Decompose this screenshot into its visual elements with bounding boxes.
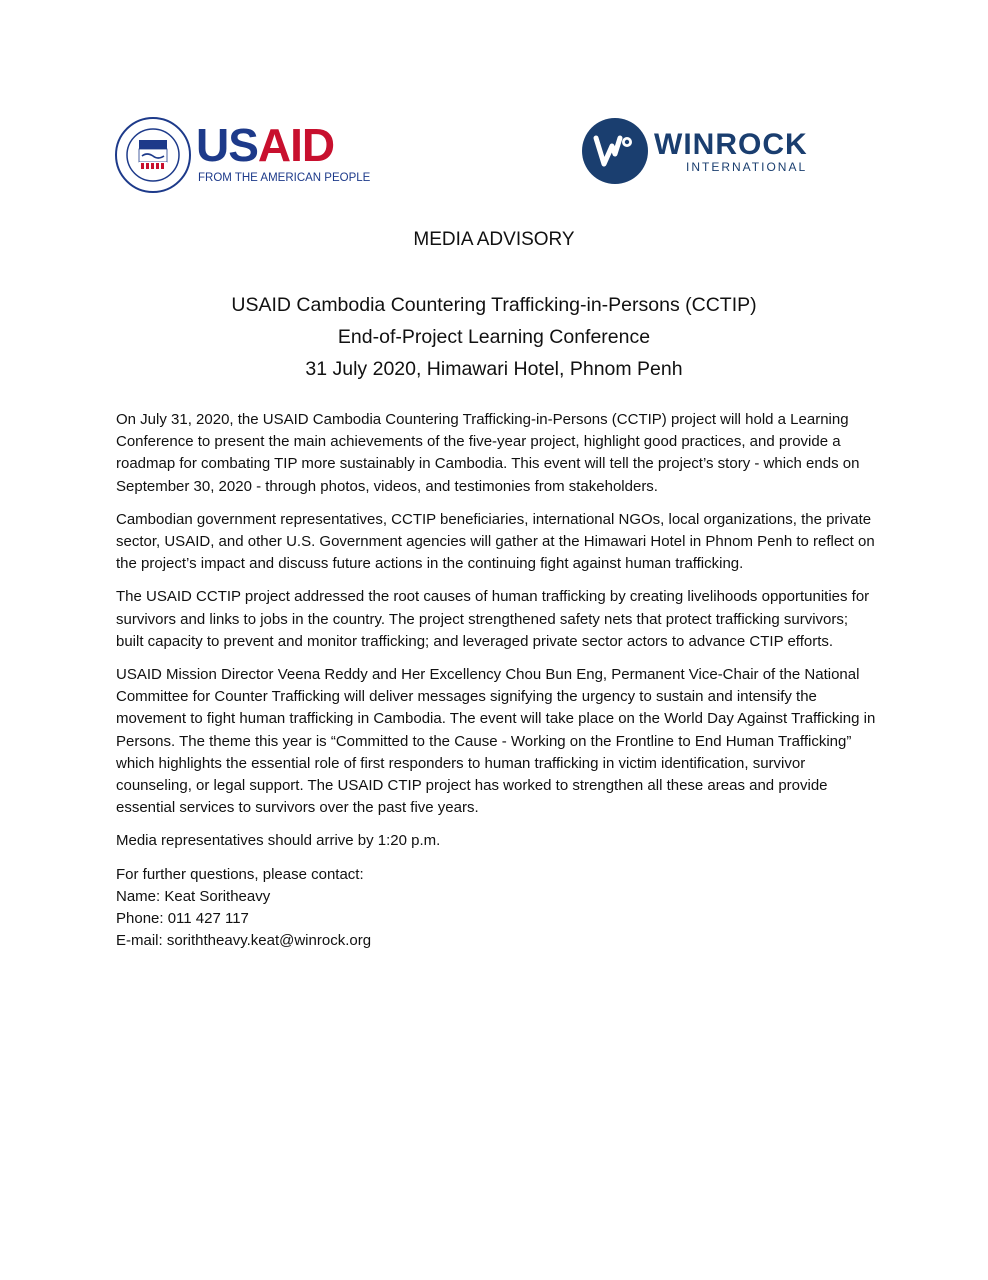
paragraph-speakers: USAID Mission Director Veena Reddy and Her Excellency Chou Bun Eng, Permanent Vice-Chair of the National Committee for Counter Trafficking will deliver messages signifying the urgency to sustain and intensify the movement to fight human trafficking in Cambodia. The event will take place on the World Day Against Trafficking in Persons. The theme this year is “Committed to the Cause - Working on the Frontline to End Human Trafficking” which highlights the essential role of first responders to human trafficking in victim identification, survivor counseling, or legal support. The USAID CTIP project has worked to strengthen all these areas and provide essential services to survivors over the past five years. <box>116 666 876 817</box>
event-date-location-line: 31 July 2020, Himawari Hotel, Phnom Penh <box>305 358 683 380</box>
winrock-mark-icon <box>582 118 648 184</box>
event-title-line: USAID Cambodia Countering Trafficking-in-Persons (CCTIP) <box>231 294 757 316</box>
paragraph-attendees: Cambodian government representatives, CCTIP beneficiaries, international NGOs, local organizations, the private sector, USAID, and other U.S. Government agencies will gather at the Himawari Hotel in Phnom Penh to reflect on the project’s impact and discuss future actions in the continuing fight against human trafficking. <box>116 510 875 573</box>
advisory-body <box>116 409 876 963</box>
usaid-wordmark-us: US <box>196 119 258 171</box>
winrock-name: WINROCK <box>654 128 808 161</box>
usaid-tagline: FROM THE AMERICAN PEOPLE <box>198 172 371 184</box>
event-title-block <box>0 289 988 385</box>
usaid-logo <box>114 116 371 196</box>
usaid-seal-icon <box>114 116 192 194</box>
winrock-logo <box>582 118 822 188</box>
contact-email: E-mail: soriththeavy.keat@winrock.org <box>116 932 372 950</box>
contact-phone: Phone: 011 427 117 <box>116 910 249 928</box>
usaid-wordmark-aid: AID <box>257 119 335 171</box>
paragraph-arrival-time: Media representatives should arrive by 1:20 p.m. <box>116 832 441 850</box>
usaid-wordmark <box>196 119 335 171</box>
winrock-subtitle: INTERNATIONAL <box>686 160 808 174</box>
paragraph-overview: On July 31, 2020, the USAID Cambodia Countering Trafficking-in-Persons (CCTIP) project will hold a Learning Conference to present the main achievements of the five-year project, highlight good practices, and provide a roadmap for combating TIP more sustainably in Cambodia. This event will tell the project’s story - which ends on September 30, 2020 - through photos, videos, and testimonies from stakeholders. <box>116 411 860 495</box>
contact-intro: For further questions, please contact: <box>116 865 364 883</box>
event-subtitle-line: End-of-Project Learning Conference <box>337 326 651 348</box>
contact-block <box>116 864 876 953</box>
media-advisory-heading: MEDIA ADVISORY <box>413 229 575 250</box>
contact-name: Name: Keat Soritheavy <box>116 887 271 905</box>
paragraph-project-summary: The USAID CCTIP project addressed the root causes of human trafficking by creating livelihoods opportunities for survivors and links to jobs in the country. The project strengthened safety nets that protect trafficking survivors; built capacity to prevent and monitor trafficking; and leveraged private sector actors to advance CTIP efforts. <box>116 588 870 650</box>
